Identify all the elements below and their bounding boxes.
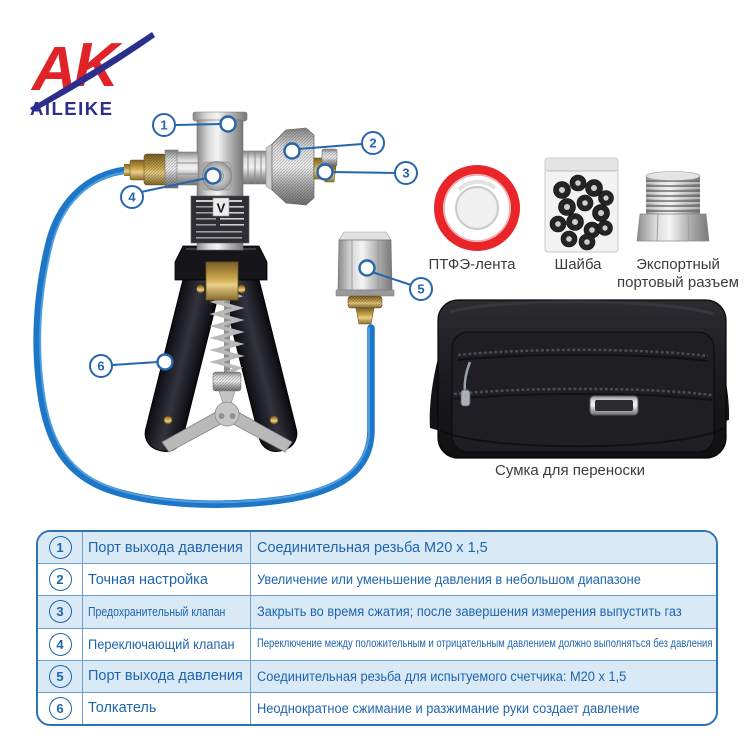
bag-label: Сумка для переноски (495, 462, 645, 479)
carry-bag (430, 300, 729, 458)
logo-letter-k: K (74, 31, 119, 100)
svg-text:6: 6 (97, 358, 105, 374)
part-name: Точная настройка (88, 571, 208, 588)
svg-text:1: 1 (160, 117, 168, 133)
part-description: Соединительная резьба для испытуемого счетчика: M20 x 1,5 (257, 668, 627, 684)
row-number-badge: 4 (49, 633, 72, 656)
marker-6 (158, 355, 173, 370)
part-name: Переключающий клапан (88, 636, 235, 652)
callout-3 (395, 162, 417, 184)
row-number-badge: 1 (49, 536, 72, 559)
spec-table (36, 530, 718, 726)
part-name: Порт выхода давления (88, 668, 243, 685)
callout-2 (362, 132, 384, 154)
part-description: Переключение между положительным и отрицательным давлением должно выполняться без давления (257, 638, 713, 651)
svg-text:2: 2 (369, 135, 377, 151)
part-name: Предохранительный клапан (88, 604, 226, 619)
table-row (38, 692, 716, 724)
svg-text:4: 4 (128, 189, 136, 205)
row-number-badge: 6 (49, 697, 72, 720)
row-number-badge: 3 (49, 600, 72, 623)
part-description: Неоднократное сжимание и разжимание руки создает давление (257, 700, 640, 716)
valve-marking: V (216, 200, 226, 216)
ptfe-tape (434, 165, 520, 251)
marker-2 (285, 144, 300, 159)
washer-bag (545, 158, 618, 252)
washer-label: Шайба (554, 256, 602, 273)
marker-5 (360, 261, 375, 276)
fine-adjust-knob (243, 128, 314, 205)
table-row (38, 532, 716, 563)
row-number-badge: 2 (49, 568, 72, 591)
logo-brand-text: AILEIKE (30, 98, 114, 119)
part-description: Закрыть во время сжатия; после завершения измерения выпустить газ (257, 604, 682, 620)
marker-4 (206, 169, 221, 184)
test-port-connector (336, 232, 394, 324)
svg-text:5: 5 (417, 281, 425, 297)
part-name: Толкатель (88, 700, 157, 717)
part-description: Соединительная резьба M20 x 1,5 (257, 539, 488, 556)
adapter-label: Экспортный портовый разъем (617, 256, 739, 291)
callout-6 (90, 355, 112, 377)
table-row (38, 628, 716, 660)
part-name: Порт выхода давления (88, 539, 243, 556)
part-description: Увеличение или уменьшение давления в небольшом диапазоне (257, 572, 641, 588)
svg-text:3: 3 (402, 165, 410, 181)
table-row (38, 660, 716, 692)
export-port-adapter (637, 172, 709, 242)
callout-4 (121, 186, 143, 208)
marker-1 (221, 117, 236, 132)
marker-3 (318, 165, 333, 180)
table-row (38, 563, 716, 595)
callout-5 (410, 278, 432, 300)
logo-letter-a: A (32, 35, 77, 104)
ptfe-tape-label: ПТФЭ-лента (428, 256, 516, 273)
row-number-badge: 5 (49, 665, 72, 688)
callout-1 (153, 114, 175, 136)
table-row (38, 595, 716, 627)
